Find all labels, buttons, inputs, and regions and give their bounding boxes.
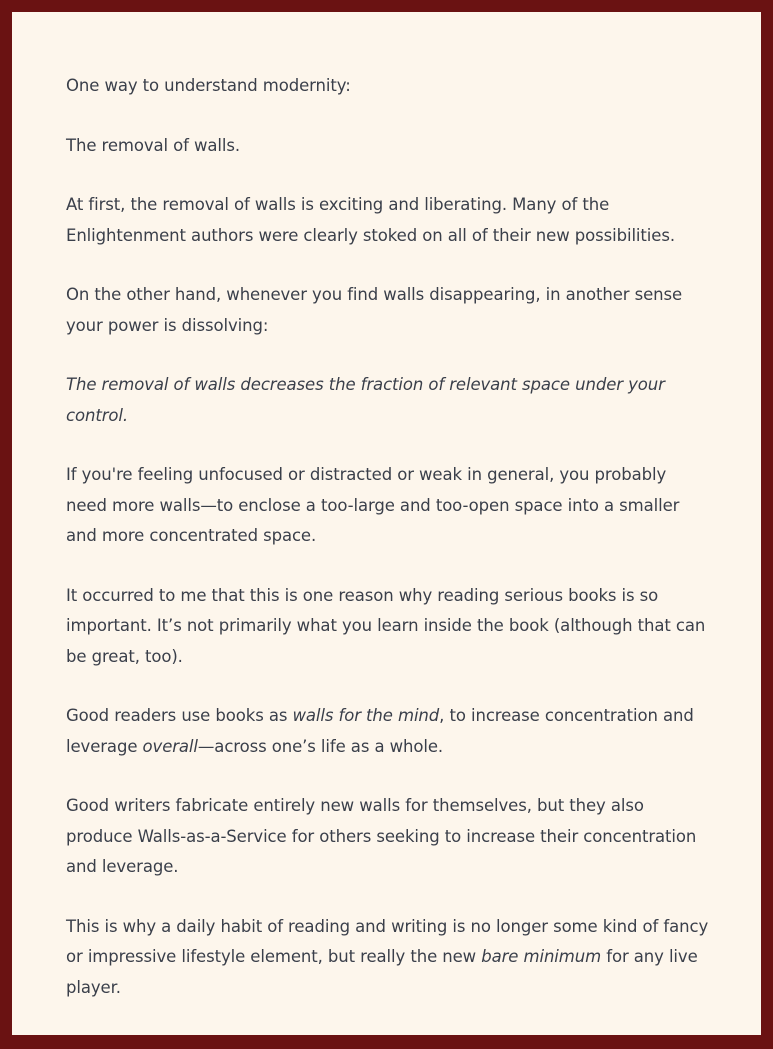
paragraph-10-text-a: This is why a daily habit of reading and writing is no longer some kind of fancy or impressive lifestyle element, but really the new	[66, 916, 709, 966]
paragraph-8-emphasis-overall: overall	[142, 736, 198, 756]
post-card	[12, 12, 761, 1035]
paragraph-6: If you're feeling unfocused or distracted or weak in general, you probably need more walls—to enclose a too-large and too-open space into a smaller and more concentrated space.	[66, 465, 680, 545]
paragraph-8	[66, 701, 709, 762]
paragraph-3: At first, the removal of walls is exciting and liberating. Many of the Enlightenment authors were clearly stoked on all of their new possibilities.	[66, 195, 675, 245]
paragraph-10-emphasis-bare-minimum: bare minimum	[481, 947, 602, 966]
paragraph-2: The removal of walls.	[66, 135, 241, 155]
paragraph-8-text-c: , to increase concentration and leverage	[66, 706, 694, 756]
paragraph-8-text-e: —across one’s life as a whole.	[197, 736, 444, 756]
paragraph-8-text-a: Good readers use books as	[66, 706, 293, 725]
paragraph-9: Good writers fabricate entirely new walls for themselves, but they also produce Walls-as-a-Service for others seeking to increase their concentration and leverage.	[66, 796, 697, 876]
paragraph-5-italic-quote: The removal of walls decreases the fraction of relevant space under your control.	[66, 375, 665, 425]
paragraph-7: It occurred to me that this is one reason why reading serious books is so important. It’s not primarily what you learn inside the book (although that can be great, too).	[66, 585, 706, 666]
paragraph-1: One way to understand modernity:	[66, 76, 351, 95]
paragraph-10-text-c: for any live player.	[66, 947, 698, 997]
paragraph-8-emphasis-walls: walls for the mind	[292, 706, 440, 725]
paragraph-10	[66, 912, 709, 1004]
paragraph-4: On the other hand, whenever you find walls disappearing, in another sense your power is dissolving:	[66, 285, 683, 335]
